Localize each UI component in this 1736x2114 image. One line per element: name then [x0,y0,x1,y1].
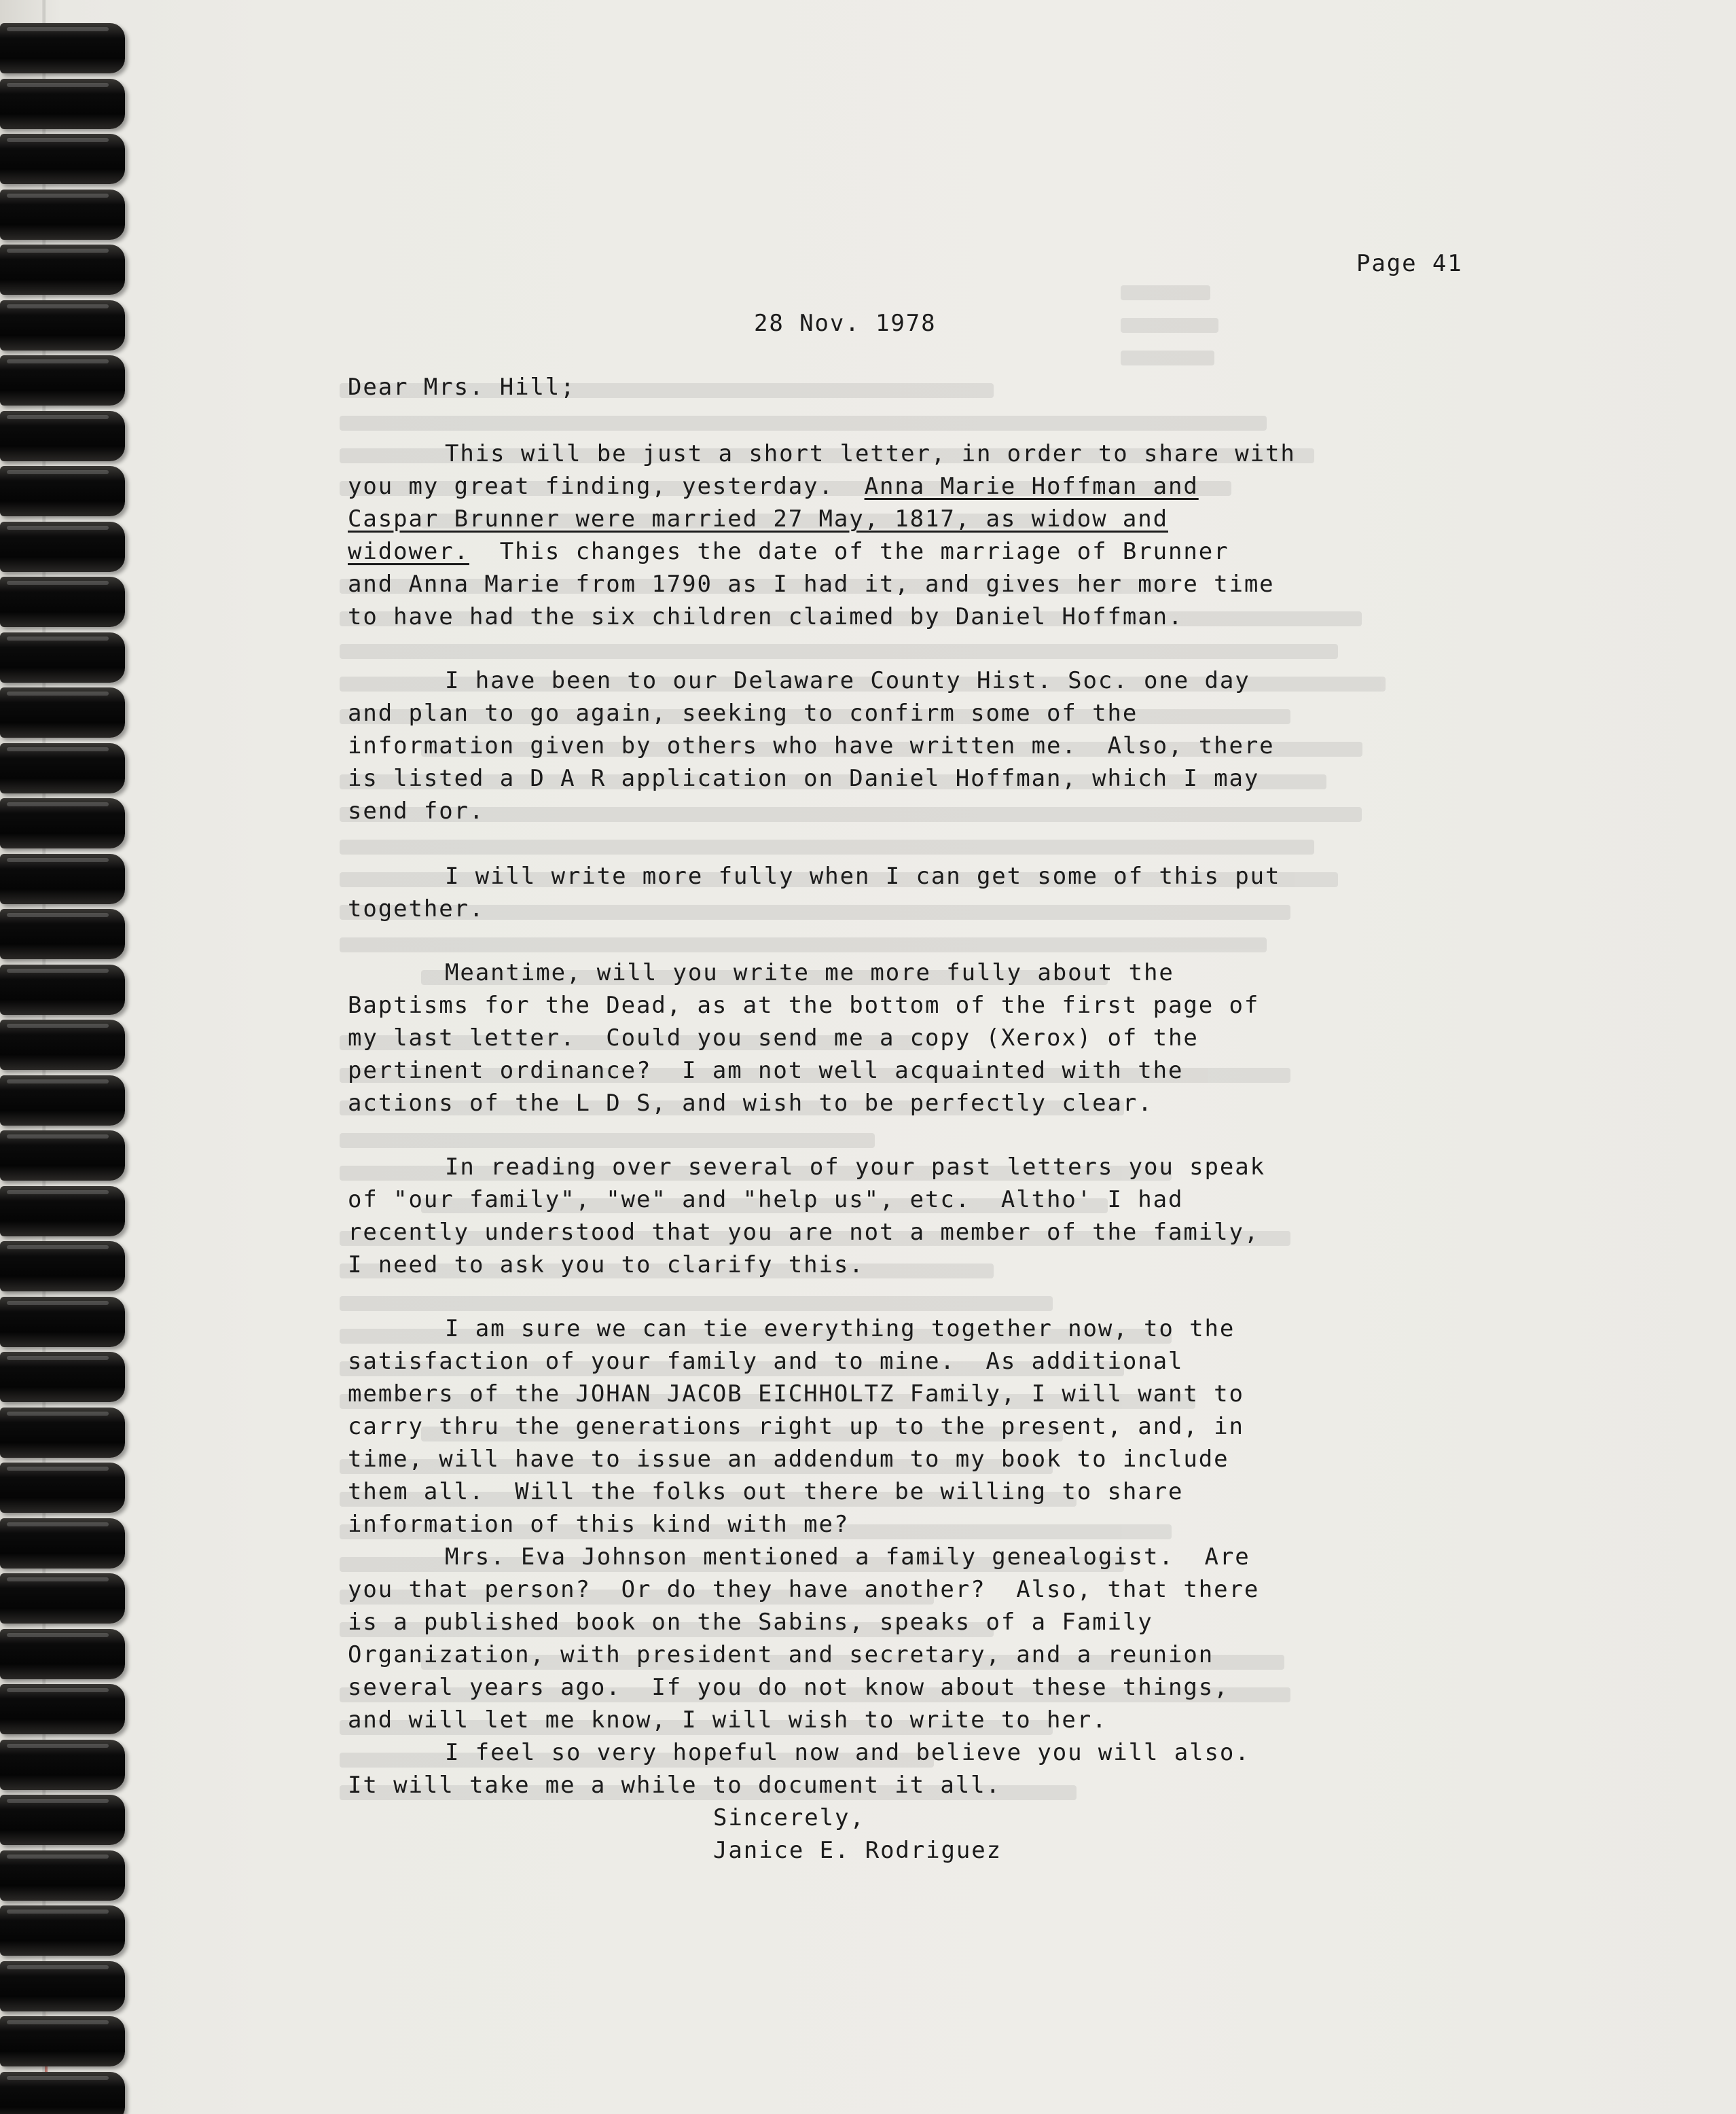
binding-ring [0,1016,128,1073]
paragraph-1-line-6: to have had the six children claimed by Daniel Hoffman. [348,603,1184,630]
binding-ring [0,130,128,187]
paragraph-4-line-1: Meantime, will you write me more fully about the [445,959,1174,986]
paragraph-1-line-5: and Anna Marie from 1790 as I had it, and gives her more time [348,571,1275,598]
paragraph-4-line-2: Baptisms for the Dead, as at the bottom of the first page of [348,992,1260,1019]
paragraph-4-line-4: pertinent ordinance? I am not well acquainted with the [348,1057,1184,1084]
salutation: Dear Mrs. Hill; [348,374,576,401]
binding-ring [0,1680,128,1737]
paragraph-3-line-2: together. [348,895,485,922]
binding-ring [0,1846,128,1903]
signature: Janice E. Rodriguez [713,1837,1002,1864]
paragraph-7-line-1: Mrs. Eva Johnson mentioned a family genealogist. Are [445,1543,1250,1571]
paragraph-1-line-1: This will be just a short letter, in order to share with [445,440,1296,467]
binding-ring [0,1791,128,1848]
paragraph-6-line-6: them all. Will the folks out there be willing to share [348,1478,1184,1505]
binding-ring [0,961,128,1018]
binding-ring [0,739,128,796]
paragraph-2-line-4: is listed a D A R application on Daniel Hoffman, which I may [348,765,1260,792]
binding-ring [0,1348,128,1405]
binding-ring [0,2012,128,2069]
binding-ring [0,296,128,353]
binding-ring [0,240,128,298]
paragraph-1-line-3: Caspar Brunner were married 27 May, 1817, as widow and [348,505,1168,533]
binding-ring [0,1293,128,1350]
binding-ring [0,628,128,685]
paragraph-2-line-2: and plan to go again, seeking to confirm some of the [348,700,1138,727]
paragraph-8-line-2: It will take me a while to document it all. [348,1772,1001,1799]
binding-ring [0,1514,128,1571]
paragraph-6-line-5: time, will have to issue an addendum to my book to include [348,1446,1229,1473]
binding-ring [0,1625,128,1682]
paragraph-4-line-5: actions of the L D S, and wish to be perfectly clear. [348,1090,1153,1117]
binding-ring [0,185,128,243]
paragraph-7-line-6: and will let me know, I will wish to write to her. [348,1706,1108,1734]
paragraph-2-line-3: information given by others who have written me. Also, there [348,732,1275,759]
paragraph-1-line-4 [348,538,1229,565]
paragraph-1-line-2 [348,473,1199,500]
paragraph-5-line-1: In reading over several of your past letters you speak [445,1153,1265,1181]
binding-ring [0,794,128,851]
paragraph-7-line-4: Organization, with president and secretary, and a reunion [348,1641,1214,1668]
paragraph-7-line-2: you that person? Or do they have another? Also, that there [348,1576,1260,1603]
widower-underlined: widower. [348,538,469,565]
marriage-record-underlined: Anna Marie Hoffman and [864,473,1199,500]
binding-ring [0,407,128,464]
paragraph-2-line-1: I have been to our Delaware County Hist. Soc. one day [445,667,1250,694]
paragraph-2-line-5: send for. [348,798,485,825]
binding-ring [0,683,128,740]
paragraph-5-line-4: I need to ask you to clarify this. [348,1251,865,1278]
letter-date: 28 Nov. 1978 [754,310,937,337]
binding-ring [0,1458,128,1516]
binding-ring [0,1126,128,1183]
binding-ring [0,1071,128,1128]
paragraph-6-line-7: information of this kind with me? [348,1511,850,1538]
binding-ring [0,1569,128,1626]
paragraph-5-line-3: recently understood that you are not a member of the family, [348,1219,1260,1246]
binding-ring [0,1237,128,1294]
paragraph-7-line-5: several years ago. If you do not know about these things, [348,1674,1229,1701]
page-number: Page 41 [1356,250,1463,277]
binding-ring [0,1901,128,1958]
closing: Sincerely, [713,1804,865,1831]
paragraph-7-line-3: is a published book on the Sabins, speaks of a Family [348,1609,1153,1636]
paragraph-6-line-2: satisfaction of your family and to mine. As additional [348,1348,1184,1375]
binding-ring [0,1182,128,1239]
paragraph-5-line-2: of "our family", "we" and "help us", etc. Altho' I had [348,1186,1184,1213]
paragraph-1-line-2-start: you my great finding, yesterday. [348,473,834,500]
binding-ring [0,1957,128,2014]
binding-ring [0,905,128,962]
paragraph-6-line-3: members of the JOHAN JACOB EICHHOLTZ Family, I will want to [348,1380,1244,1408]
binding-ring [0,1736,128,1793]
binding-ring [0,850,128,907]
binding-ring [0,1403,128,1461]
binding-ring [0,573,128,630]
binding-ring [0,75,128,132]
binding-ring [0,2068,128,2114]
paragraph-3-line-1: I will write more fully when I can get some of this put [445,863,1281,890]
binding-ring [0,351,128,408]
paragraph-8-line-1: I feel so very hopeful now and believe you will also. [445,1739,1250,1766]
binding-ring [0,518,128,575]
paragraph-6-line-4: carry thru the generations right up to the present, and, in [348,1413,1244,1440]
paragraph-1-line-4-end: This changes the date of the marriage of Brunner [499,538,1229,565]
binding-ring [0,19,128,76]
paragraph-6-line-1: I am sure we can tie everything together now, to the [445,1315,1235,1342]
paragraph-4-line-3: my last letter. Could you send me a copy (Xerox) of the [348,1024,1199,1052]
binding-ring [0,462,128,519]
spiral-binding [0,0,136,2114]
